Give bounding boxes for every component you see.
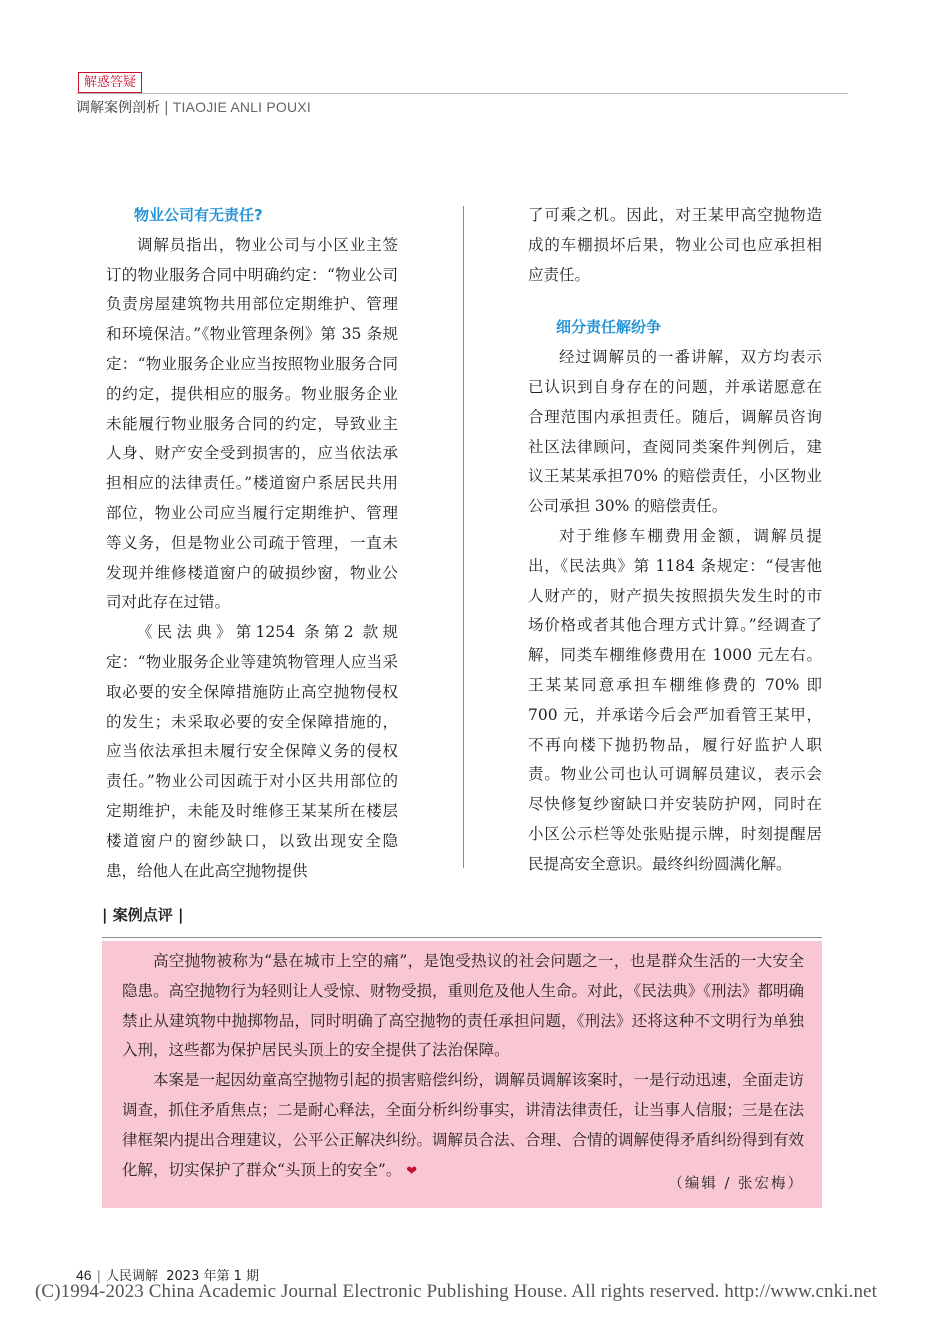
copyright-line: (C)1994-2023 China Academic Journal Electronic Publishing House. All rights reserved. http://www.cnki.net bbox=[35, 1281, 877, 1302]
commentary-rule bbox=[102, 937, 822, 938]
journal-name: 人民调解 bbox=[105, 1269, 158, 1284]
commentary-title-text: 案例点评 bbox=[112, 906, 173, 924]
heart-icon: ❤ bbox=[406, 1163, 418, 1179]
commentary-title: | 案例点评 | bbox=[102, 906, 184, 924]
right-heading: 细分责任解纷争 bbox=[556, 318, 662, 337]
right-paragraph-0: 了可乘之机。因此，对王某甲高空抛物造成的车棚损坏后果，物业公司也应承担相应责任。 bbox=[528, 206, 822, 284]
right-paragraph-2: 对于维修车棚费用金额，调解员提出，《民法典》第 1184 条规定：“侵害他人财产的，财产损失按照损失发生时的市场价格或者其他合理方式计算。”经调查了解，同类车棚维修费用在 1000 元左右。王某某同意承担车棚维修费的 70% 即 700 元，并承诺今后会严加看管王某甲，不再向楼下抛扔物品，履行好监护人职责。物业公司也认可调解员建议，表示会尽快修复纱窗缺口并安装防护网，同时在小区公示栏等处张贴提示牌，时刻提醒居民提高安全意识。最终纠纷圆满化解。 bbox=[528, 526, 822, 873]
section-separator: | bbox=[164, 100, 169, 116]
commentary-paragraph-2-text: 本案是一起因幼童高空抛物引起的损害赔偿纠纷，调解员调解该案时，一是行动迅速，全面走访调查，抓住矛盾焦点；二是耐心释法，全面分析纠纷事实，讲清法律责任，让当事人信服；三是在法律框架内提出合理建议，公平公正解决纠纷。调解员合法、合理、合情的调解使得矛盾纠纷得到有效化解，切实保护了群众“头顶上的安全”。 bbox=[122, 1071, 805, 1179]
header-rule bbox=[76, 93, 848, 94]
left-column bbox=[106, 201, 398, 886]
left-heading: 物业公司有无责任? bbox=[134, 206, 263, 224]
right-column bbox=[528, 201, 822, 880]
column-divider bbox=[463, 206, 464, 868]
section-title-cn: 调解案例剖析 bbox=[76, 100, 160, 116]
commentary-text bbox=[122, 947, 804, 1186]
section-title-en: TIAOJIE ANLI POUXI bbox=[172, 99, 311, 115]
column-badge: 解惑答疑 bbox=[78, 72, 142, 93]
commentary-paragraph-2 bbox=[122, 1066, 804, 1186]
commentary-paragraph-1: 高空抛物被称为“悬在城市上空的痛”，是饱受热议的社会问题之一，也是群众生活的一大安全隐患。高空抛物行为轻则让人受惊、财物受损，重则危及他人生命。对此，《民法典》《刑法》都明确禁止从建筑物中抛掷物品，同时明确了高空抛物的责任承担问题，《刑法》还将这种不文明行为单独入刑，这些都为保护居民头顶上的安全提供了法治保障。 bbox=[122, 952, 805, 1060]
editor-credit: （编辑 / 张宏梅） bbox=[668, 1176, 804, 1192]
spacer bbox=[528, 290, 822, 313]
page-number: 46 bbox=[76, 1267, 92, 1283]
left-paragraph-1: 调解员指出，物业公司与小区业主签订的物业服务合同中明确约定：“物业公司负责房屋建筑物共用部位定期维护、管理和环境保洁。”《物业管理条例》第 35 条规定：“物业服务企业应当按照物业服务合同的约定，提供相应的服务。物业服务企业未能履行物业服务合同的约定，导致业主人身、财产安全受到损害的，应当依法承担相应的法律责任。”楼道窗户系居民共用部位，物业公司应当履行定期维护、管理等义务，但是物业公司疏于管理，一直未发现并维修楼道窗户的破损纱窗，物业公司对此存在过错。 bbox=[106, 235, 398, 612]
journal-issue: 2023 年第 1 期 bbox=[166, 1269, 260, 1284]
page-footer: 46 | 人民调解 2023 年第 1 期 bbox=[76, 1267, 260, 1284]
left-paragraph-2: 《民法典》第1254 条第2 款规定：“物业服务企业等建筑物管理人应当采取必要的安全保障措施防止高空抛物侵权的发生；未采取必要的安全保障措施的，应当依法承担未履行安全保障义务的侵权责任。”物业公司因疏于对小区共用部位的定期维护，未能及时维修王某某所在楼层楼道窗户的窗纱缺口，以致出现安全隐患，给他人在此高空抛物提供 bbox=[106, 623, 398, 880]
right-paragraph-1: 经过调解员的一番讲解，双方均表示已认识到自身存在的问题，并承诺愿意在合理范围内承担责任。随后，调解员咨询社区法律顾问，查阅同类案件判例后，建议王某某承担70% 的赔偿责任，小区物业公司承担 30% 的赔偿责任。 bbox=[528, 348, 822, 516]
section-title bbox=[76, 97, 311, 117]
